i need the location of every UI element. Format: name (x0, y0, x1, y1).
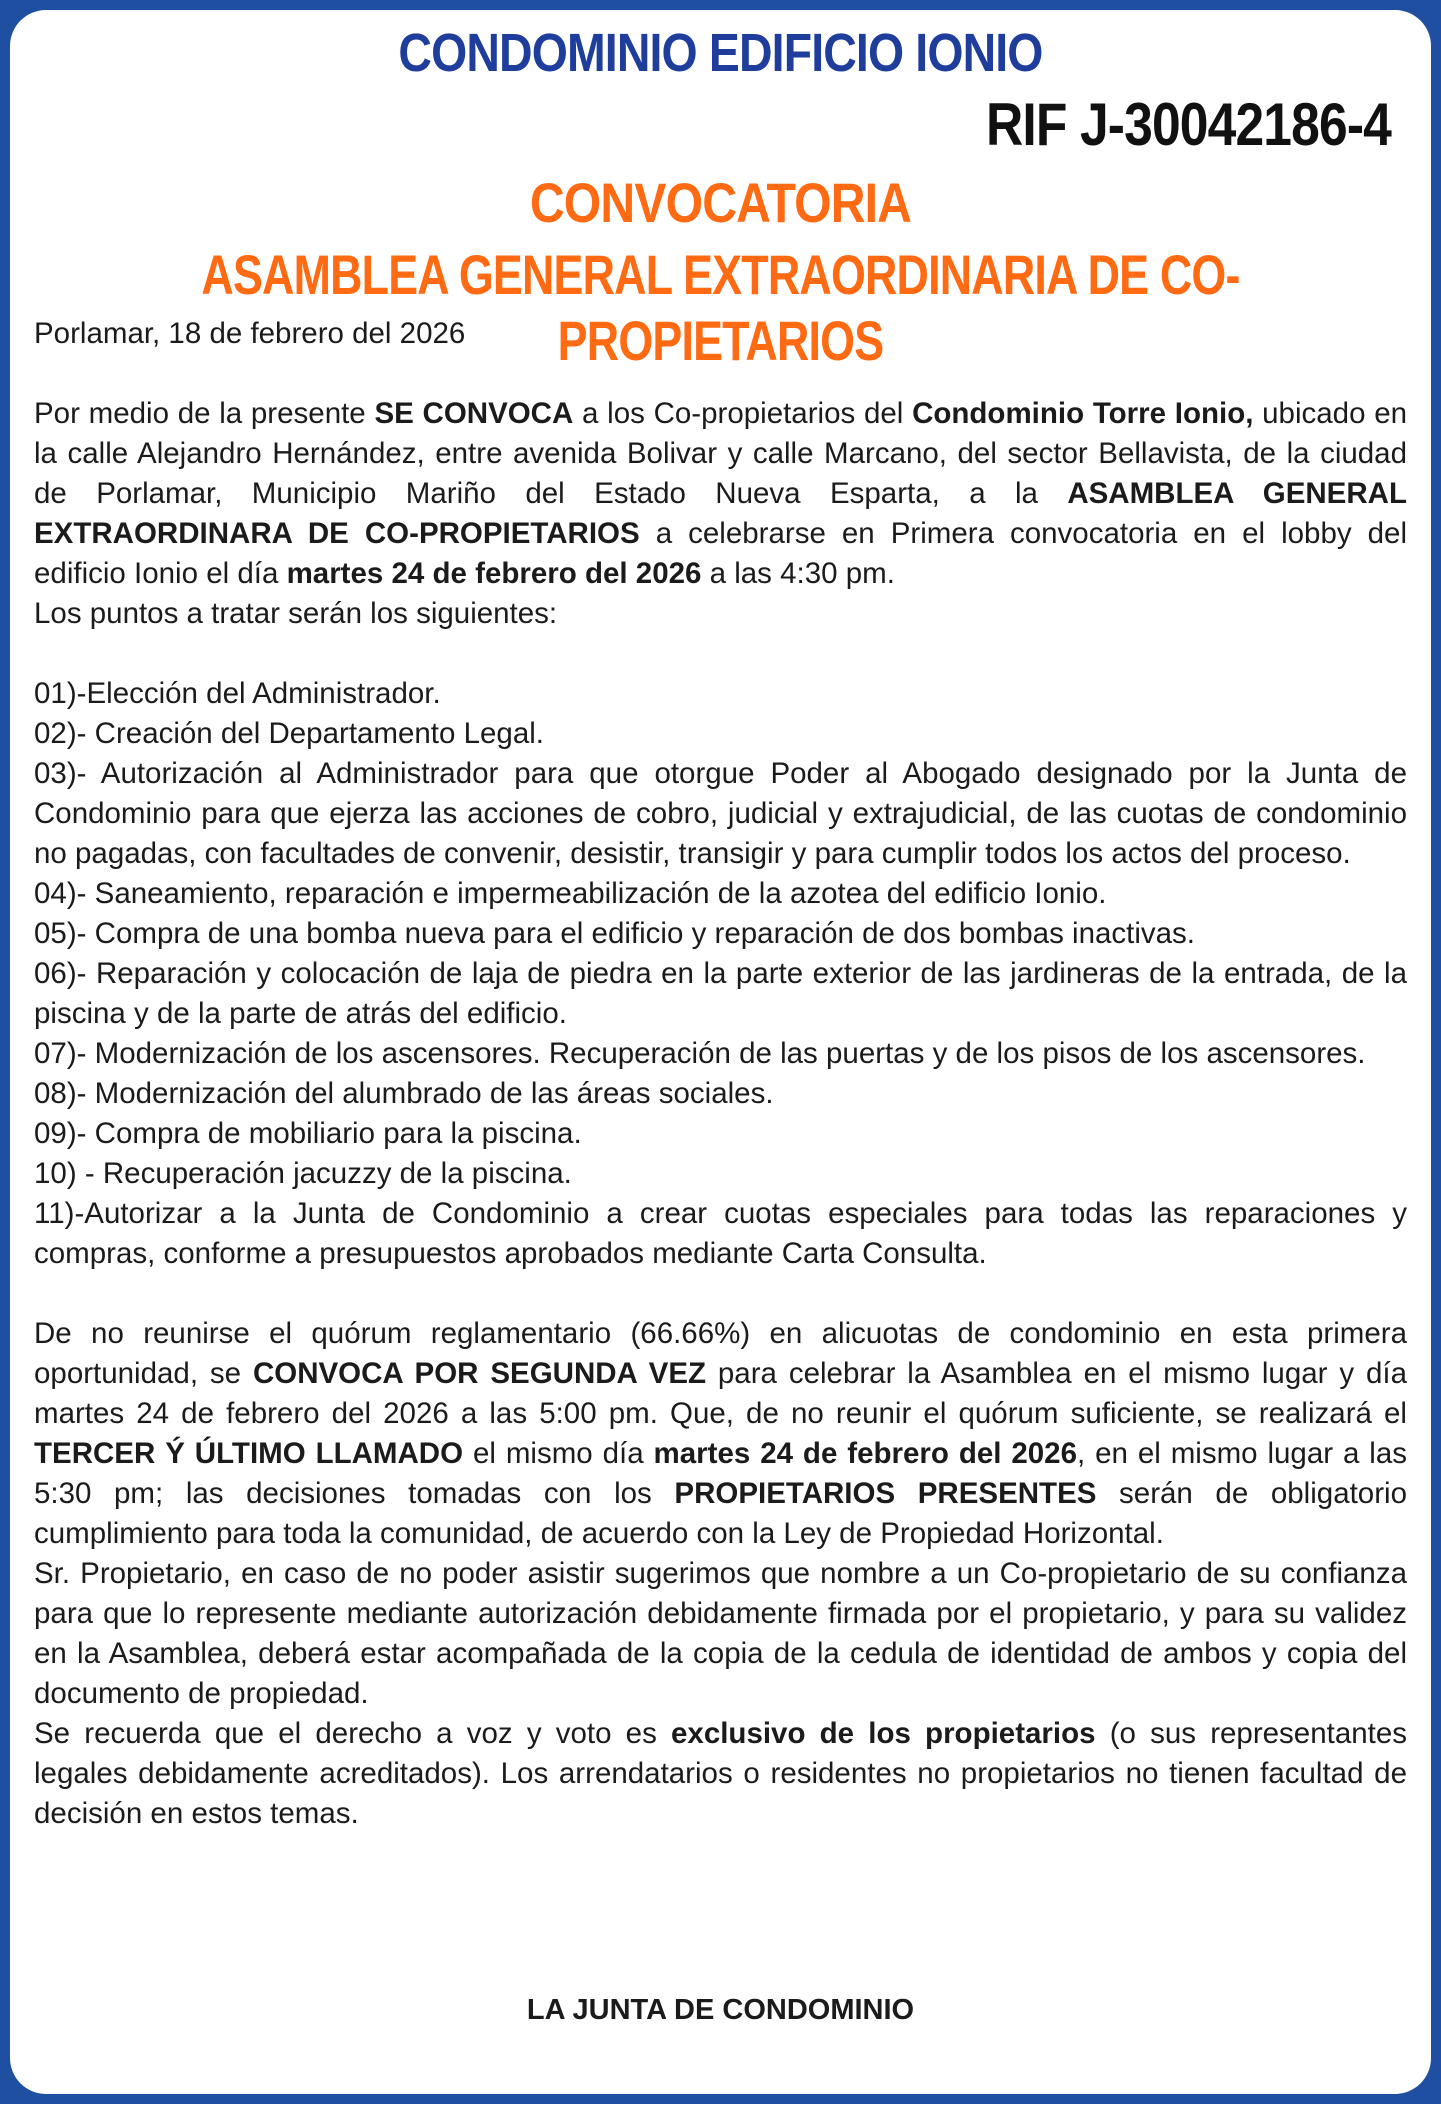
condominium-title: CONDOMINIO EDIFICIO IONIO (398, 23, 1043, 83)
agenda-point: 02)- Creación del Departamento Legal. (34, 717, 544, 750)
proxy-paragraph: Sr. Propietario, en caso de no poder asistir sugerimos que nombre a un Co-propietario de su confianza para que lo represente mediante autorización debidamente firmada por el propietario, y para su validez en la Asamblea, deberá estar acompañada de la copia de la cedula de identidad de ambos y copia del documento de propiedad. (34, 1557, 1407, 1710)
intro-paragraph: Por medio de la presente SE CONVOCA a los Co-propietarios del Condominio Torre Ionio, ubicado en la calle Alejandro Hernández, entre avenida Bolivar y calle Marcano, del sector Bellavista, de la ciudad de Porlamar, Municipio Mariño del Estado Nueva Esparta, a la ASAMBLEA GENERAL EXTRAORDINARA DE CO-PROPIETARIOS a celebrarse en Primera convocatoria en el lobby del edificio Ionio el día martes 24 de febrero del 2026 a las 4:30 pm. (34, 397, 1408, 590)
convocatoria-heading: CONVOCATORIA (529, 171, 912, 234)
agenda-point: 06)- Reparación y colocación de laja de piedra en la parte exterior de las jardineras de la entrada, de la piscina y de la parte de atrás del edificio. (34, 957, 1407, 1030)
date-line: Porlamar, 18 de febrero del 2026 (34, 317, 466, 350)
signature: LA JUNTA DE CONDOMINIO (526, 1994, 915, 2026)
notice-card (10, 10, 1431, 2094)
agenda-point: 04)- Saneamiento, reparación e impermeabilización de la azotea del edificio Ionio. (34, 877, 1107, 910)
agenda-point: 03)- Autorización al Administrador para que otorgue Poder al Abogado designado por la Junta de Condominio para que ejerza las acciones de cobro, judicial y extrajudicial, de las cuotas de condominio no pagadas, con facultades de convenir, desistir, transigir y para cumplir todos los actos del proceso. (34, 757, 1407, 870)
points-intro: Los puntos a tratar serán los siguientes: (34, 597, 558, 630)
agenda-point: 08)- Modernización del alumbrado de las áreas sociales. (34, 1077, 774, 1110)
quorum-paragraph: De no reunirse el quórum reglamentario (66.66%) en alicuotas de condominio en esta primera oportunidad, se CONVOCA POR SEGUNDA VEZ para celebrar la Asamblea en el mismo lugar y día martes 24 de febrero del 2026 a las 5:00 pm. Que, de no reunir el quórum suficiente, se realizará el TERCER Ý ÚLTIMO LLAMADO el mismo día martes 24 de febrero del 2026, en el mismo lugar a las 5:30 pm; las decisiones tomadas con los PROPIETARIOS PRESENTES serán de obligatorio cumplimiento para toda la comunidad, de acuerdo con la Ley de Propiedad Horizontal. (34, 1317, 1408, 1550)
agenda-point: 01)-Elección del Administrador. (34, 677, 441, 710)
assembly-heading: ASAMBLEA GENERAL EXTRAORDINARIA DE CO-PROPIETARIOS (201, 243, 1240, 372)
agenda-point: 10) - Recuperación jacuzzy de la piscina. (34, 1157, 572, 1190)
rif-number: RIF J-30042186-4 (985, 91, 1391, 158)
agenda-point: 09)- Compra de mobiliario para la piscina. (34, 1117, 582, 1150)
agenda-point: 11)-Autorizar a la Junta de Condominio a crear cuotas especiales para todas las reparaciones y compras, conforme a presupuestos aprobados mediante Carta Consulta. (34, 1197, 1407, 1270)
agenda-point: 05)- Compra de una bomba nueva para el edificio y reparación de dos bombas inactivas. (34, 917, 1196, 950)
agenda-point: 07)- Modernización de los ascensores. Recuperación de las puertas y de los pisos de los ascensores. (34, 1037, 1366, 1070)
vote-paragraph: Se recuerda que el derecho a voz y voto es exclusivo de los propietarios (o sus representantes legales debidamente acreditados). Los arrendatarios o residentes no propietarios no tienen facultad de decisión en estos temas. (34, 1717, 1407, 1830)
notice-body (34, 314, 1407, 1834)
